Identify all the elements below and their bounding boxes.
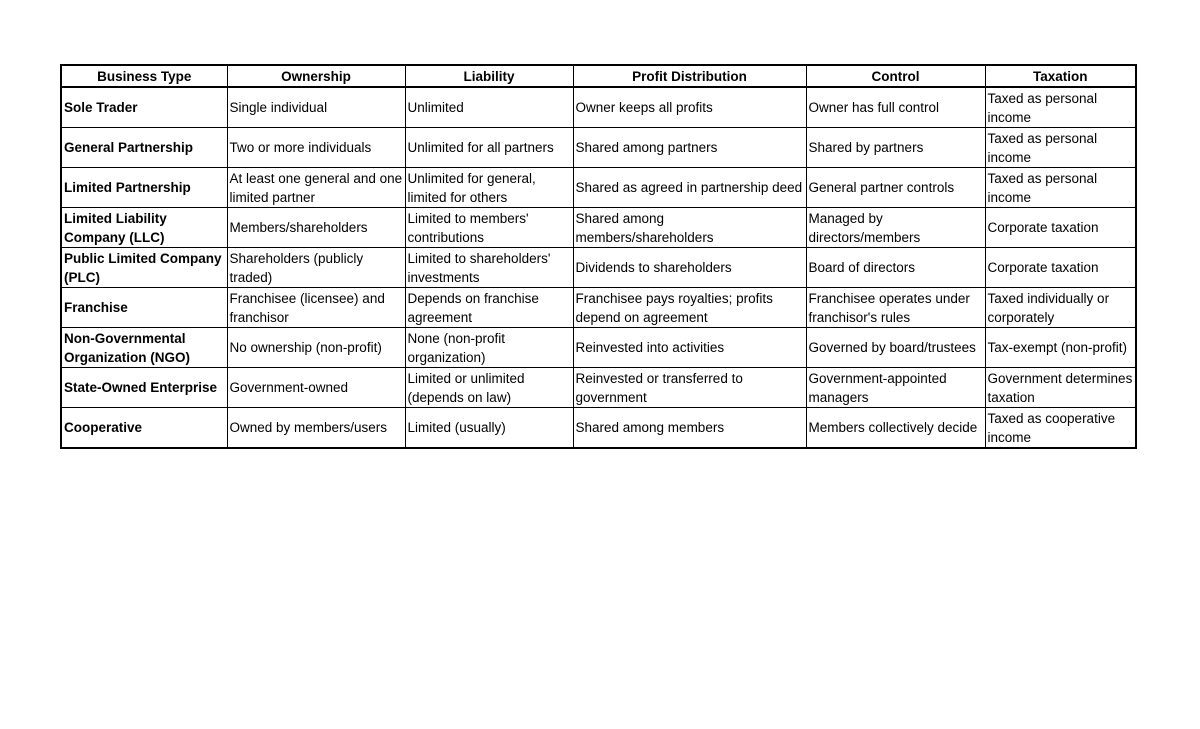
profit-distribution-cell: Dividends to shareholders — [573, 248, 806, 288]
liability-cell: Limited to shareholders' investments — [405, 248, 573, 288]
business-type-cell: Public Limited Company (PLC) — [61, 248, 227, 288]
business-type-cell: State-Owned Enterprise — [61, 368, 227, 408]
taxation-cell: Taxed as cooperative income — [985, 408, 1136, 449]
ownership-cell: Members/shareholders — [227, 208, 405, 248]
column-header-liability: Liability — [405, 65, 573, 87]
control-cell: Managed by directors/members — [806, 208, 985, 248]
column-header-control: Control — [806, 65, 985, 87]
ownership-cell: Government-owned — [227, 368, 405, 408]
column-header-profit-distribution: Profit Distribution — [573, 65, 806, 87]
liability-cell: Unlimited for all partners — [405, 128, 573, 168]
profit-distribution-cell: Reinvested into activities — [573, 328, 806, 368]
liability-cell: None (non-profit organization) — [405, 328, 573, 368]
taxation-cell: Corporate taxation — [985, 248, 1136, 288]
table-row — [61, 168, 1136, 208]
business-type-cell: Cooperative — [61, 408, 227, 449]
profit-distribution-cell: Shared as agreed in partnership deed — [573, 168, 806, 208]
header-row — [61, 65, 1136, 87]
spreadsheet-page — [60, 64, 1136, 449]
control-cell: Members collectively decide — [806, 408, 985, 449]
liability-cell: Unlimited — [405, 87, 573, 128]
ownership-cell: Two or more individuals — [227, 128, 405, 168]
taxation-cell: Taxed as personal income — [985, 87, 1136, 128]
business-types-table — [60, 64, 1137, 449]
liability-cell: Limited to members' contributions — [405, 208, 573, 248]
business-type-cell: Limited Partnership — [61, 168, 227, 208]
business-type-cell: General Partnership — [61, 128, 227, 168]
column-header-ownership: Ownership — [227, 65, 405, 87]
taxation-cell: Tax-exempt (non-profit) — [985, 328, 1136, 368]
control-cell: Franchisee operates under franchisor's rules — [806, 288, 985, 328]
profit-distribution-cell: Shared among members/shareholders — [573, 208, 806, 248]
table-row — [61, 288, 1136, 328]
control-cell: Shared by partners — [806, 128, 985, 168]
profit-distribution-cell: Owner keeps all profits — [573, 87, 806, 128]
table-row — [61, 328, 1136, 368]
control-cell: General partner controls — [806, 168, 985, 208]
table-row — [61, 408, 1136, 449]
control-cell: Owner has full control — [806, 87, 985, 128]
profit-distribution-cell: Reinvested or transferred to government — [573, 368, 806, 408]
ownership-cell: Owned by members/users — [227, 408, 405, 449]
taxation-cell: Taxed as personal income — [985, 168, 1136, 208]
ownership-cell: No ownership (non-profit) — [227, 328, 405, 368]
taxation-cell: Taxed individually or corporately — [985, 288, 1136, 328]
taxation-cell: Government determines taxation — [985, 368, 1136, 408]
profit-distribution-cell: Shared among partners — [573, 128, 806, 168]
table-row — [61, 208, 1136, 248]
control-cell: Government-appointed managers — [806, 368, 985, 408]
business-type-cell: Non-Governmental Organization (NGO) — [61, 328, 227, 368]
liability-cell: Limited or unlimited (depends on law) — [405, 368, 573, 408]
table-row — [61, 87, 1136, 128]
ownership-cell: Franchisee (licensee) and franchisor — [227, 288, 405, 328]
column-header-business-type: Business Type — [61, 65, 227, 87]
control-cell: Board of directors — [806, 248, 985, 288]
liability-cell: Limited (usually) — [405, 408, 573, 449]
table-row — [61, 368, 1136, 408]
control-cell: Governed by board/trustees — [806, 328, 985, 368]
column-header-taxation: Taxation — [985, 65, 1136, 87]
profit-distribution-cell: Franchisee pays royalties; profits depend on agreement — [573, 288, 806, 328]
business-type-cell: Sole Trader — [61, 87, 227, 128]
ownership-cell: At least one general and one limited partner — [227, 168, 405, 208]
ownership-cell: Single individual — [227, 87, 405, 128]
table-row — [61, 128, 1136, 168]
liability-cell: Depends on franchise agreement — [405, 288, 573, 328]
profit-distribution-cell: Shared among members — [573, 408, 806, 449]
business-type-cell: Franchise — [61, 288, 227, 328]
table-row — [61, 248, 1136, 288]
business-type-cell: Limited Liability Company (LLC) — [61, 208, 227, 248]
taxation-cell: Taxed as personal income — [985, 128, 1136, 168]
ownership-cell: Shareholders (publicly traded) — [227, 248, 405, 288]
taxation-cell: Corporate taxation — [985, 208, 1136, 248]
liability-cell: Unlimited for general, limited for others — [405, 168, 573, 208]
